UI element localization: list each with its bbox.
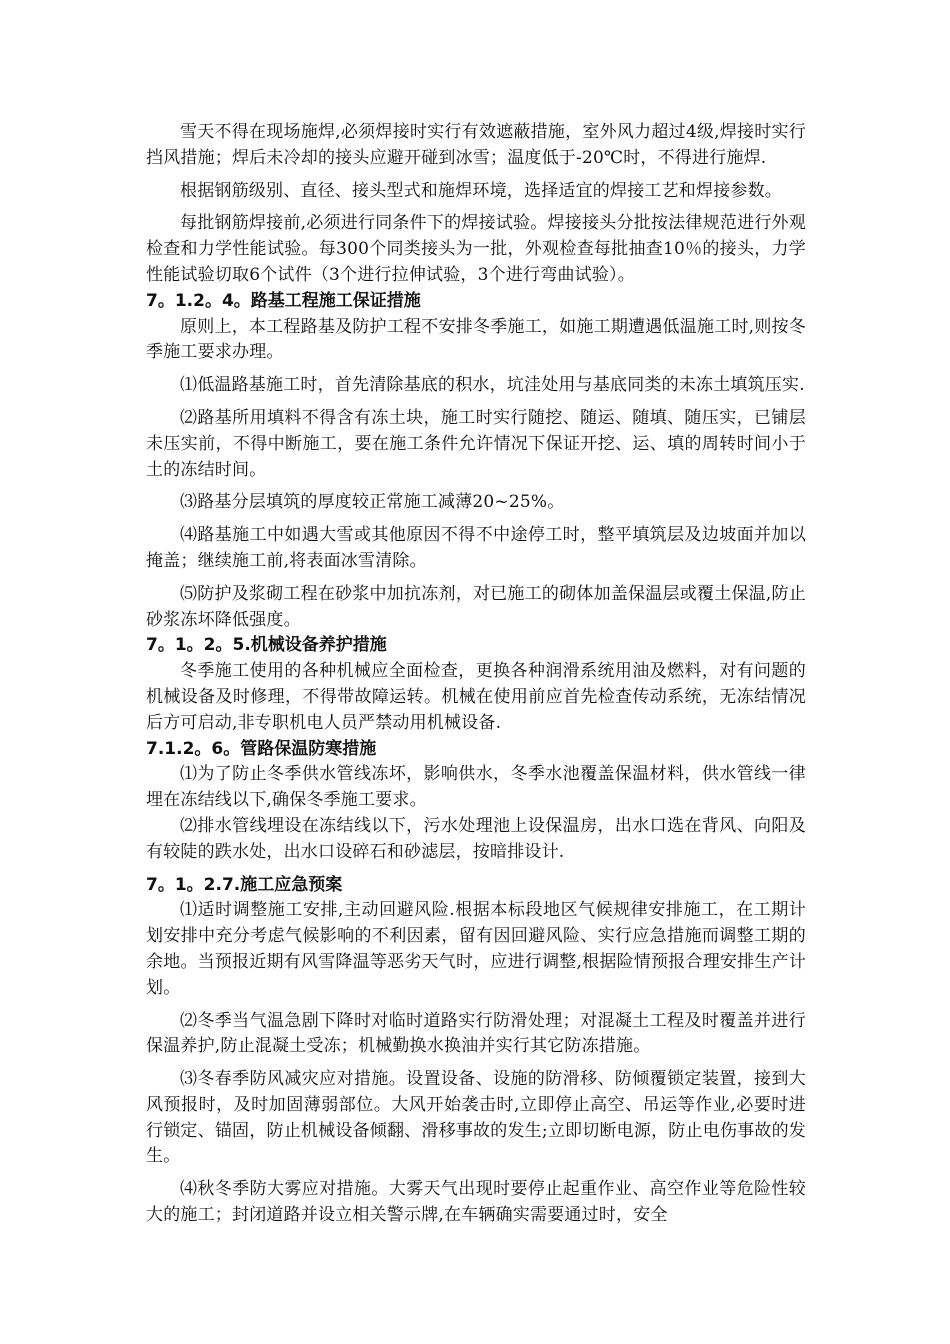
section-heading: 7.1.2。6。管路保温防寒措施 (146, 738, 377, 759)
paragraph: 根据钢筋级别、直径、接头型式和施焊环境，选择适宜的焊接工艺和焊接参数。 (180, 180, 782, 201)
section-heading: 7。1.2。4。路基工程施工保证措施 (146, 290, 421, 311)
paragraph: 冬季施工使用的各种机械应全面检查，更换各种润滑系统用油及燃料，对有问题的机械设备及时修理，不得带故障运转。机械在使用前应首先检查传动系统，无冻结情况后方可启动,非专职机电人员严禁动用机械设备. (146, 661, 806, 733)
paragraph: ⑶冬春季防风减灾应对措施。设置设备、设施的防滑移、防倾覆锁定装置，接到大风预报时，及时加固薄弱部位。大风开始袭击时,立即停止高空、吊运等作业,必要时进行锁定、锚固，防止机械设备倾翻、滑移事故的发生;立即切断电源，防止电伤事故的发生。 (146, 1069, 806, 1167)
document-page (146, 120, 806, 1229)
paragraph: ⑷路基施工中如遇大雪或其他原因不得不中途停工时，整平填筑层及边坡面并加以掩盖；继续施工前,将表面冰雪清除。 (146, 525, 806, 571)
paragraph: ⑴为了防止冬季供水管线冻坏，影响供水，冬季水池覆盖保温材料，供水管线一律埋在冻结线以下,确保冬季施工要求。 (146, 764, 806, 811)
paragraph: ⑴低温路基施工时，首先清除基底的积水，坑洼处用与基底同类的未冻土填筑压实. (180, 375, 805, 396)
section-heading: 7。1。2。5.机械设备养护措施 (146, 635, 387, 656)
paragraph: 雪天不得在现场施焊,必须焊接时实行有效遮蔽措施，室外风力超过4级,焊接时实行挡风措施；焊后未冷却的接头应避开碰到冰雪；温度低于-20℃时，不得进行施焊. (146, 122, 806, 168)
paragraph: ⑶路基分层填筑的厚度较正常施工减薄20~25%。 (180, 492, 565, 513)
paragraph: ⑵路基所用填料不得含有冻土块，施工时实行随挖、随运、随填、随压实，已铺层未压实前，不得中断施工，要在施工条件允许情况下保证开挖、运、填的周转时间小于土的冻结时间。 (146, 407, 806, 480)
paragraph: ⑸防护及浆砌工程在砂浆中加抗冻剂，对已施工的砌体加盖保温层或覆土保温,防止砂浆冻坏降低强度。 (146, 583, 806, 630)
paragraph: 原则上，本工程路基及防护工程不安排冬季施工，如施工期遭遇低温施工时,则按冬季施工要求办理。 (146, 316, 806, 363)
section-heading: 7。1。2.7.施工应急预案 (146, 874, 343, 895)
paragraph: ⑵冬季当气温急剧下降时对临时道路实行防滑处理；对混凝土工程及时覆盖并进行保温养护,防止混凝土受冻；机械勤换水换油并实行其它防冻措施。 (146, 1010, 806, 1057)
paragraph: ⑷秋冬季防大雾应对措施。大雾天气出现时要停止起重作业、高空作业等危险性较大的施工；封闭道路并设立相关警示牌,在车辆确实需要通过时，安全 (146, 1179, 806, 1226)
paragraph: ⑵排水管线埋设在冻结线以下，污水处理池上设保温房，出水口选在背风、向阳及有较陡的跌水处，出水口设碎石和砂滤层，按暗排设计. (146, 815, 806, 862)
paragraph: 每批钢筋焊接前,必须进行同条件下的焊接试验。焊接接头分批按法律规范进行外观检查和力学性能试验。每300个同类接头为一批，外观检查每批抽查10％的接头，力学性能试验切取6个试件（3个进行拉伸试验，3个进行弯曲试验）。 (146, 213, 806, 285)
paragraph: ⑴适时调整施工安排,主动回避风险.根据本标段地区气候规律安排施工，在工期计划安排中充分考虑气候影响的不利因素，留有因回避风险、实行应急措施而调整工期的余地。当预报近期有风雪降温等恶劣天气时，应进行调整,根据险情预报合理安排生产计划。 (146, 900, 806, 998)
